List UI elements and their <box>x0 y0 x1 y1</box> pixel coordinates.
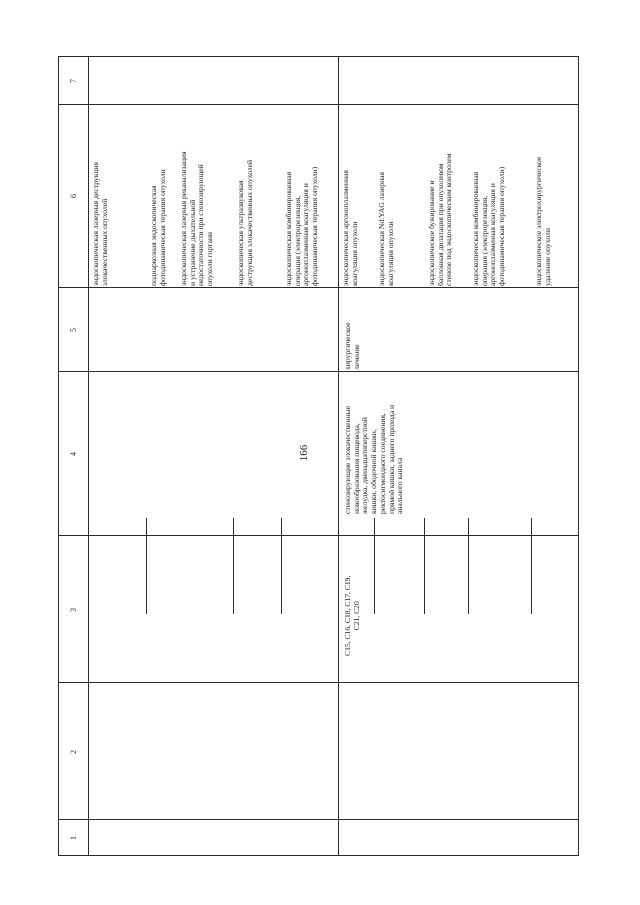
column-divider <box>58 535 579 536</box>
row-divider <box>338 56 339 856</box>
column-divider <box>58 682 579 683</box>
row-b-divider <box>424 518 425 614</box>
treatment-type: хирургическое лечение <box>343 322 361 370</box>
method-item: эндоскопическое бужирование и баллонная дилатация при опухолевом стенозе под эндоскопическим контролем <box>427 153 454 286</box>
method-item: поднаркозная эндоскопическая фотодинамическая терапия опухоли <box>149 169 167 286</box>
table-border-top <box>58 56 59 856</box>
page-number: 166 <box>298 444 310 462</box>
method-item: эндоскопическая аргоноплазменная коагуляция опухоли <box>341 170 359 286</box>
table-border-bottom <box>578 56 579 856</box>
row-b-divider <box>374 518 375 614</box>
column-number-5: 5 <box>69 328 78 332</box>
method-item: эндоскопическая ультразвуковая деструкция злокачественных опухолей <box>236 159 254 286</box>
column-divider <box>58 104 579 105</box>
document-table-frame <box>58 56 579 856</box>
icd-codes: C15, C16, C18, C17, C19, C21, C20 <box>343 575 361 656</box>
method-item: эндоскопическая комбинированная операция (электрорезекция, аргоноплазменная коагуляция и фотодинамическая терапия опухоли) <box>471 166 507 286</box>
column-number-6: 6 <box>69 194 78 198</box>
method-item: эндоскопическая Nd:YAG лазерная коагуляция опухоли <box>377 171 395 286</box>
method-item: эндоскопическая лазерная реканализация и устранение дыхательной недостаточности при стенозирующей опухоли гортани <box>179 151 215 286</box>
column-divider <box>58 819 579 820</box>
table-border-left <box>58 855 579 856</box>
column-number-1: 1 <box>69 836 78 840</box>
column-number-2: 2 <box>69 750 78 754</box>
row-b-divider <box>468 518 469 614</box>
row-b-divider <box>531 518 532 614</box>
condition-description: стенозирующие злокачественные новообразования пищевода, желудка, двенадцатиперстной кишки, ободочной кишки, ректосигмоидного соединения, прямой кишки, заднего прохода и анального канала <box>343 404 405 514</box>
column-divider <box>58 287 579 288</box>
method-item: эндоскопическая лазерная деструкция злокачественных опухолей <box>91 161 109 286</box>
column-divider <box>58 371 579 372</box>
column-number-4: 4 <box>69 452 78 456</box>
row-a-divider <box>146 518 147 614</box>
column-number-3: 3 <box>69 608 78 612</box>
method-item: эндоскопическая комбинированная операция (электрорезекция, аргоноплазменная коагуляция и фотодинамическая терапия опухоли) <box>284 166 320 286</box>
method-item: эндоскопическое электрохирургическое удаление опухоли <box>534 156 552 286</box>
header-divider <box>88 56 89 856</box>
table-border-right <box>58 56 579 57</box>
column-number-7: 7 <box>69 79 78 83</box>
document-table <box>58 56 579 856</box>
row-a-divider <box>281 518 282 614</box>
row-a-divider <box>233 518 234 614</box>
